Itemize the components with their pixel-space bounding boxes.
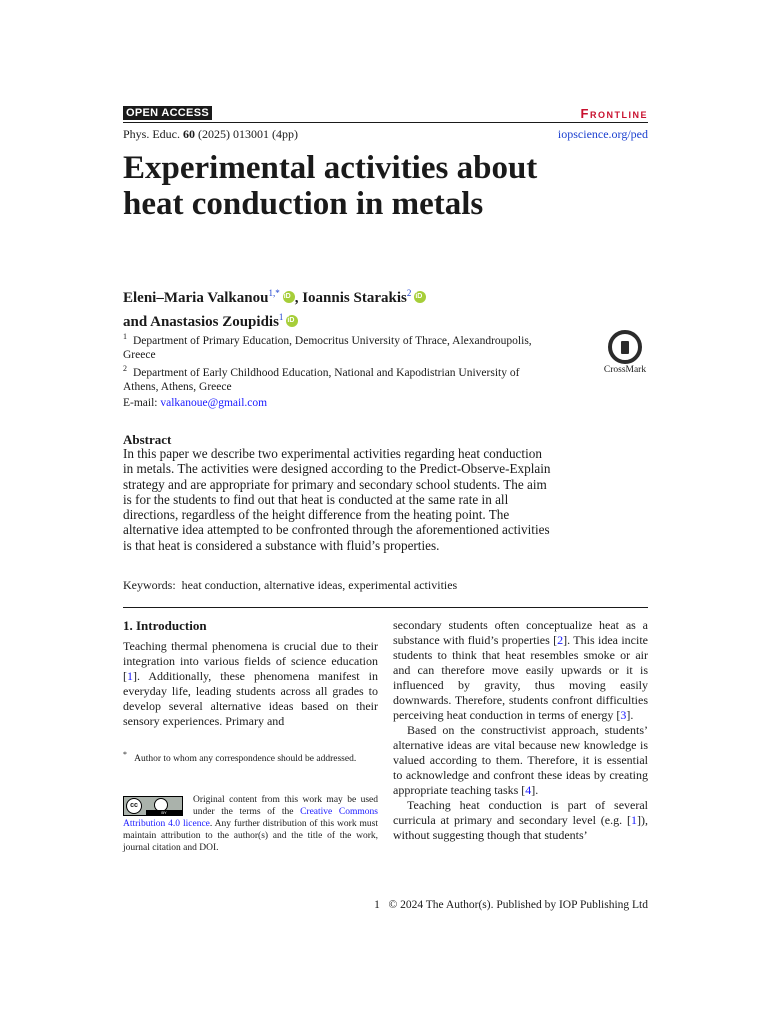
- cc-icon: cc: [126, 798, 142, 814]
- crossmark-icon: [608, 330, 642, 364]
- email-link[interactable]: valkanoue@gmail.com: [160, 397, 268, 409]
- header-rule: [123, 122, 648, 123]
- author-name: Anastasios Zoupidis: [150, 314, 279, 330]
- open-access-badge: OPEN ACCESS: [123, 106, 212, 120]
- affiliations: [123, 330, 543, 394]
- reference-link[interactable]: 4: [525, 783, 532, 797]
- author-name: Ioannis Starakis: [302, 290, 407, 306]
- section-heading: 1. Introduction: [123, 618, 207, 633]
- abstract-text: In this paper we describe two experimental activities regarding heat conduction in metals. The activities were designed according to the Predict-Observe-Explain strategy and are appropriate for primary and secondary school students. The aim is for the students to find out that heat is conducted at the same rate in all directions, regardless of the height difference from the heating point. The alternative idea attempted to be confronted through the aforementioned activities is that heat is considered a substance with fluid’s properties.: [123, 446, 551, 553]
- keywords: Keywords: heat conduction, alternative ideas, experimental activities: [123, 578, 458, 592]
- license-link[interactable]: Creative Commons Attribution 4.0 licence: [123, 807, 378, 829]
- email-line: E-mail: valkanoue@gmail.com: [123, 397, 268, 409]
- orcid-icon[interactable]: [283, 291, 295, 303]
- right-column: [393, 618, 648, 843]
- paragraph: Teaching thermal phenomena is crucial due to their integration into various fields of science education [1]. Additionally, these phenomena manifest in everyday life, leading students across all grades to develop several alternative ideas based on their sensory experiences. Primary and: [123, 639, 378, 728]
- paper-title: Experimental activities about heat conduction in metals: [123, 150, 538, 222]
- abstract-heading: Abstract: [123, 432, 172, 447]
- journal-url-link[interactable]: iopscience.org/ped: [557, 127, 648, 141]
- crossmark-button[interactable]: [600, 330, 650, 375]
- copyright: © 2024 The Author(s). Published by IOP Publishing Ltd: [388, 899, 648, 911]
- paragraph: Teaching heat conduction is part of several curricula at primary and secondary level (e.g. [1]), without suggesting though that students’: [393, 798, 648, 842]
- orcid-icon[interactable]: [286, 315, 298, 327]
- section-rule: [123, 607, 648, 608]
- orcid-icon[interactable]: [414, 291, 426, 303]
- journal-citation: Phys. Educ. 60 (2025) 013001 (4pp): [123, 127, 298, 141]
- license-text: Original content from this work may be used under the terms of the Creative Commons Attribution 4.0 licence. Any further distribution of this work must maintain attribution to the author(s) and the title of the work, journal citation and DOI.: [123, 795, 378, 853]
- paragraph: Based on the constructivist approach, students’ alternative ideas are vital because new knowledge is valued according to them. Therefore, it is essential to acknowledge and confront these ideas by creating appropriate teaching tasks [4].: [393, 723, 648, 797]
- page-number: 1: [374, 899, 380, 911]
- reference-link[interactable]: 1: [631, 813, 637, 827]
- affiliation-item: $^2$ Department of Early Childhood Education, National and Kapodistrian University of Athens, Athens, Greece: [123, 363, 520, 393]
- affiliation-item: $^1$ Department of Primary Education, Democritus University of Thrace, Alexandroupolis, Greece: [123, 332, 532, 361]
- correspondence-footnote: * Author to whom any correspondence should be addressed.: [123, 750, 357, 765]
- author-name: Eleni–Maria Valkanou: [123, 290, 269, 306]
- reference-link[interactable]: 1: [127, 669, 133, 683]
- author-list: Eleni–Maria Valkanou$^{1,*}$iD , Ioannis Starakis$^2$iD and Anastasios Zoupidis$^1$iD: [123, 284, 623, 332]
- by-label: BY: [146, 810, 182, 815]
- reference-link[interactable]: 3: [620, 708, 627, 722]
- frontline-label: Frontline: [580, 106, 648, 121]
- paragraph: secondary students often conceptualize heat as a substance with fluid’s properties [2]. This idea incite students to think that heat resembles smoke or air and can therefore move easily upwards or it is influenced by gravity, thus moving easily downwards. Therefore, students confront difficulties perceiving heat conduction in terms of energy [3].: [393, 618, 648, 722]
- left-column: [123, 618, 378, 729]
- page-footer: [374, 899, 648, 911]
- crossmark-label: CrossMark: [603, 365, 647, 375]
- reference-link[interactable]: 2: [557, 633, 564, 647]
